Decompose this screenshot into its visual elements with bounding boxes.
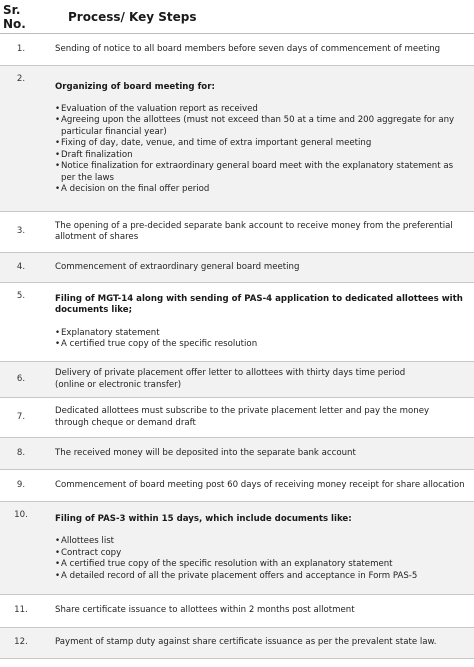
step-text: Payment of stamp duty against share certificate issuance as per the prevalent state law. [42,628,474,659]
step-text: The received money will be deposited into the separate bank account [42,438,474,470]
table-row [0,253,474,283]
row-number: 3. [0,212,42,253]
step-content [42,283,474,362]
table-row [0,502,474,595]
table-row [0,628,474,659]
table-row [0,34,474,66]
list-item: • Agreeing upon the allottees (must not exceed than 50 at a time and 200 aggregate for any particular financial year) [55,115,470,138]
step-text: Sending of notice to all board members before seven days of commencement of meeting [42,34,474,66]
bullet-list [55,536,470,582]
list-item: • A detailed record of all the private placement offers and acceptance in Form PAS-5 [55,571,470,582]
row-number: 10. [0,502,42,595]
row-number: 9. [0,470,42,502]
table-row [0,595,474,628]
step-title: Organizing of board meeting for: [55,81,215,92]
step-text: The opening of a pre-decided separate bank account to receive money from the preferential allotment of shares [42,212,474,253]
step-content [42,66,474,212]
step-content [42,502,474,595]
step-text: Dedicated allottees must subscribe to the private placement letter and pay the money [55,406,430,417]
process-header: Process/ Key Steps [42,0,474,34]
table-row [0,362,474,398]
bullet-list [55,104,470,195]
list-item: • A decision on the final offer period [55,184,470,195]
row-number: 12. [0,628,42,659]
step-text: Commencement of extraordinary general board meeting [42,253,474,283]
list-item: • Notice finalization for extraordinary general board meet with the explanatory statement as per the laws [55,161,470,184]
row-number: 11. [0,595,42,628]
table-row [0,212,474,253]
step-text: Commencement of board meeting post 60 days of receiving money receipt for share allocation [42,470,474,502]
list-item: • Fixing of day, date, venue, and time of extra important general meeting [55,138,470,149]
row-number: 4. [0,253,42,283]
list-item: • A certified true copy of the specific resolution with an explanatory statement [55,559,470,570]
list-item: • Draft finalization [55,150,470,161]
table-row [0,398,474,438]
step-text-line2: (online or electronic transfer) [55,379,182,390]
list-item: • Allottees list [55,536,470,547]
list-item: • A certified true copy of the specific resolution [55,339,470,350]
table-row [0,470,474,502]
row-number: 2. [0,66,42,212]
table-header-row [0,0,474,34]
bullet-list [55,328,470,351]
step-text-line2: through cheque or demand draft [55,417,196,428]
table-row [0,66,474,212]
list-item: • Contract copy [55,548,470,559]
step-content [42,362,474,398]
row-number: 7. [0,398,42,438]
step-text: Share certificate issuance to allottees within 2 months post allotment [42,595,474,628]
table-row [0,438,474,470]
row-number: 8. [0,438,42,470]
list-item: • Evaluation of the valuation report as received [55,104,470,115]
row-number: 6. [0,362,42,398]
list-item: • Explanatory statement [55,328,470,339]
row-number: 1. [0,34,42,66]
step-title: Filing of MGT-14 along with sending of PAS-4 application to dedicated allottees with documents like; [55,293,463,316]
step-text: Delivery of private placement offer letter to allottees with thirty days time period [55,368,406,379]
sr-no-header: Sr. No. [0,0,42,34]
step-title: Filing of PAS-3 within 15 days, which include documents like: [55,513,352,524]
table-row [0,283,474,362]
step-content [42,398,474,438]
row-number: 5. [0,283,42,362]
